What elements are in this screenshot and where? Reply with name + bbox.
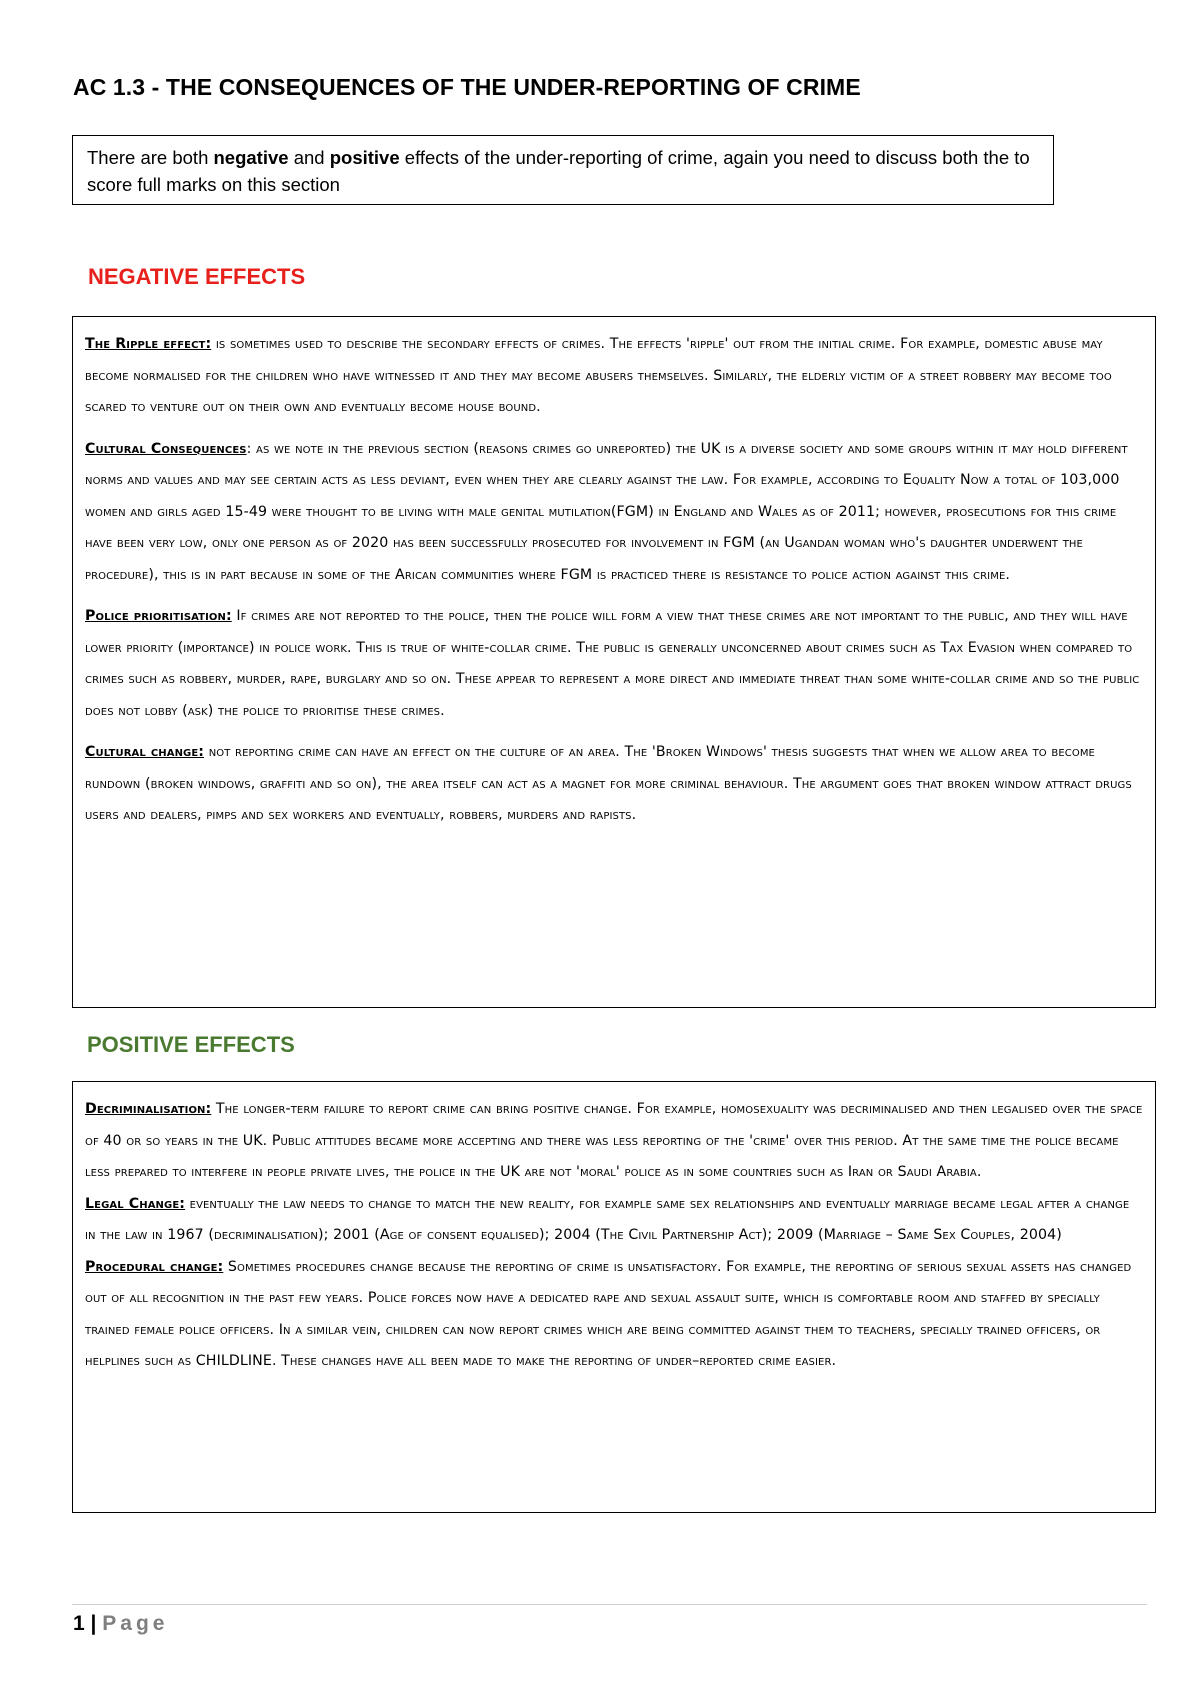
intro-positive-word: positive: [329, 147, 400, 168]
positive-effects-heading: POSITIVE EFFECTS: [87, 1032, 295, 1057]
negative-effects-box: [72, 316, 1156, 1008]
negative-item: [85, 601, 1143, 727]
intro-text-mid: and: [288, 147, 330, 168]
positive-item: [85, 1094, 1143, 1189]
page-footer: [73, 1612, 168, 1636]
positive-item-text: The longer-term failure to report crime can bring positive change. For example, homosexuality was decriminalised and then legalised over the space of 40 or so years in the UK. Public attitudes became more accepting and there was less reporting of the 'crime' over this period. At the same time the police became less prepared to interfere in people private lives, the police in the UK are not 'moral' police as in some countries such as Iran or Saudi Arabia.: [85, 1101, 1143, 1180]
footer-separator: |: [90, 1612, 97, 1635]
positive-item-term: Decriminalisation:: [85, 1101, 212, 1117]
negative-item-term: Cultural change:: [85, 744, 205, 760]
positive-item: [85, 1252, 1143, 1378]
negative-item-term: The Ripple effect:: [85, 336, 212, 352]
intro-text-pre: There are both: [87, 147, 214, 168]
negative-item-text: not reporting crime can have an effect on the culture of an area. The 'Broken Windows' thesis suggests that when we allow area to become rundown (broken windows, graffiti and so on), the area itself can act as a magnet for more criminal behaviour. The argument goes that broken window attract drugs users and dealers, pimps and sex workers and eventually, robbers, murders and rapists.: [85, 744, 1132, 823]
negative-item: [85, 329, 1143, 424]
negative-item: [85, 737, 1143, 832]
intro-text-post: effects of the under-reporting of crime, again you need to discuss both the to score full marks on this section: [87, 147, 1030, 195]
positive-item-term: Legal Change:: [85, 1195, 186, 1212]
negative-item-term: Police prioritisation:: [85, 608, 232, 624]
page-number: 1: [73, 1612, 85, 1635]
intro-negative-word: negative: [213, 147, 289, 168]
intro-callout: [72, 135, 1054, 205]
negative-item-text: : as we note in the previous section (reasons crimes go unreported) the UK is a diverse society and some groups within it may hold different norms and values and may see certain acts as less deviant, even when they are clearly against the law. For example, according to Equality Now a total of 103,000 women and girls aged 15-49 were thought to be living with male genital mutilation(FGM) in England and Wales as of 2011; however, prosecutions for this crime have been very low, only one person as of 2020 has been successfully prosecuted for involvement in FGM (an Ugandan woman who's daughter underwent the procedure), this is in part because in some of the Arican communities where FGM is practiced there is resistance to police action against this crime.: [85, 440, 1128, 583]
page-label: Page: [102, 1612, 169, 1635]
positive-item-text: Sometimes procedures change because the reporting of crime is unsatisfactory. For example, the reporting of serious sexual assets has changed out of all recognition in the past few years. Police forces now have a dedicated rape and sexual assault suite, which is comfortable room and staffed by specially trained female police officers. In a similar vein, children can now report crimes which are being committed against them to teachers, specially trained officers, or helplines such as CHILDLINE. These changes have all been made to make the reporting of under–reported crime easier.: [85, 1258, 1132, 1369]
negative-item: [85, 434, 1143, 592]
positive-effects-box: [72, 1081, 1156, 1513]
positive-item-term: Procedural change:: [85, 1258, 224, 1275]
negative-item-text: If crimes are not reported to the police, then the police will form a view that these crimes are not important to the public, and they will have lower priority (importance) in police work. This is true of white-collar crime. The public is generally unconcerned about crimes such as Tax Evasion when compared to crimes such as robbery, murder, rape, burglary and so on. These appear to represent a more direct and immediate threat than some white-collar crime and so the public does not lobby (ask) the police to prioritise these crimes.: [85, 608, 1140, 719]
negative-item-text: is sometimes used to describe the secondary effects of crimes. The effects 'ripple' out from the initial crime. For example, domestic abuse may become normalised for the children who have witnessed it and they may become abusers themselves. Similarly, the elderly victim of a street robbery may become too scared to venture out on their own and eventually become house bound.: [85, 336, 1112, 415]
page-title: AC 1.3 - THE CONSEQUENCES OF THE UNDER-REPORTING OF CRIME: [73, 74, 861, 100]
negative-item-term: Cultural Consequences: [85, 440, 247, 457]
positive-item: [85, 1189, 1143, 1252]
negative-effects-heading: NEGATIVE EFFECTS: [88, 264, 306, 289]
positive-item-text: eventually the law needs to change to match the new reality, for example same sex relationships and eventually marriage became legal after a change in the law in 1967 (decriminalisation); 2001 (Age of consent equalised); 2004 (The Civil Partnership Act); 2009 (Marriage – Same Sex Couples, 2004): [85, 1195, 1130, 1243]
footer-divider: [72, 1604, 1147, 1605]
